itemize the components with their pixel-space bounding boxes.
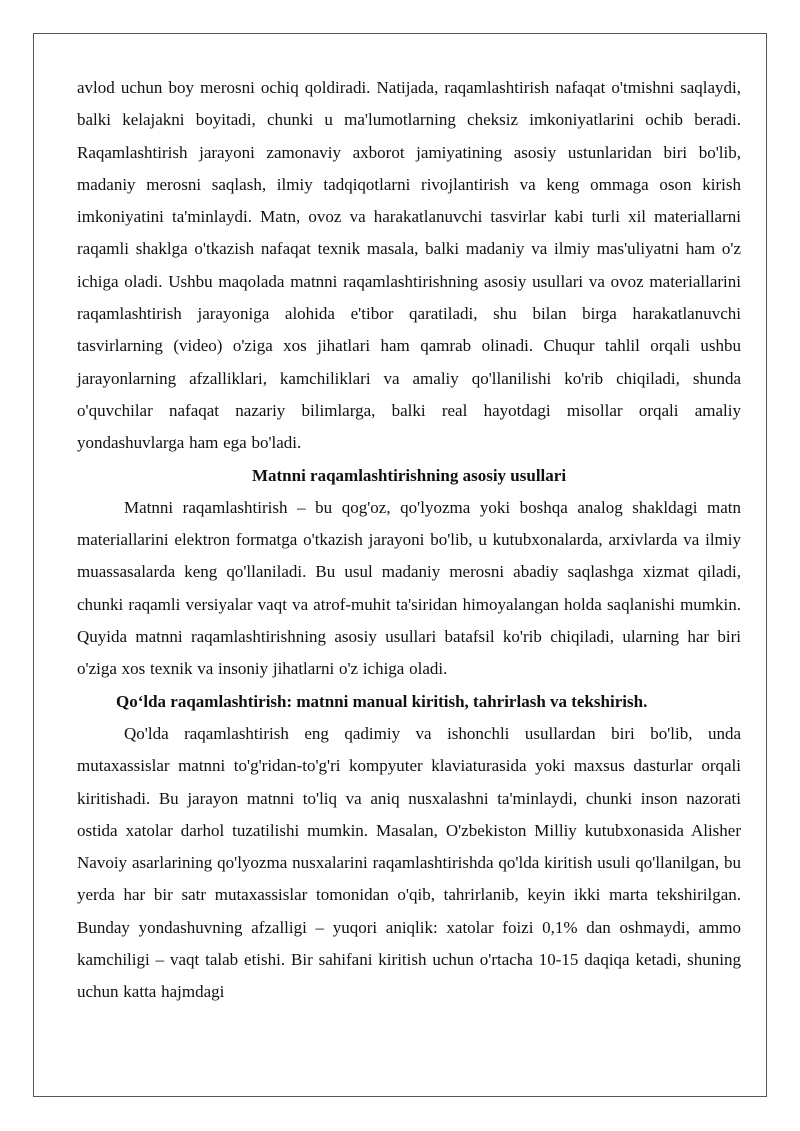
- intro-paragraph: avlod uchun boy merosni ochiq qoldiradi. Natijada, raqamlashtirish nafaqat o'tmishni saqlaydi, balki kelajakni boyitadi, chunki u ma'lumotlarning cheksiz imkoniyatlarini ochib beradi. Raqamlashtirish jarayoni zamonaviy axborot jamiyatining asosiy ustunlaridan biri bo'lib, madaniy merosni saqlash, ilmiy tadqiqotlarni rivojlantirish va keng ommaga oson kirish imkoniyatini ta'minlaydi. Matn, ovoz va harakatlanuvchi tasvirlar kabi turli xil materiallarni raqamli shaklga o'tkazish nafaqat texnik masala, balki madaniy va ilmiy mas'uliyatni ham o'z ichiga oladi. Ushbu maqolada matnni raqamlashtirishning asosiy usullari va ovoz materiallarini raqamlashtirish jarayoniga alohida e'tibor qaratiladi, shu bilan birga harakatlanuvchi tasvirlarning (video) o'ziga xos jihatlari ham qamrab olinadi. Chuqur tahlil orqali ushbu jarayonlarning afzalliklari, kamchiliklari va amaliy qo'llanilishi ko'rib chiqiladi, shunda o'quvchilar nafaqat nazariy bilimlarga, balki real hayotdagi misollar orqali amaliy yondashuvlarga ham ega bo'ladi.: [77, 78, 741, 453]
- subsection-heading: Qo‘lda raqamlashtirish: matnni manual kiritish, tahrirlash va tekshirish.: [116, 691, 648, 711]
- section-heading: Matnni raqamlashtirishning asosiy usullari: [251, 465, 567, 485]
- section-paragraph: Matnni raqamlashtirish – bu qog'oz, qo'lyozma yoki boshqa analog shakldagi matn materiallarini elektron formatga o'tkazish jarayoni bo'lib, u kutubxonalarda, arxivlarda va ilmiy muassasalarda keng qo'llaniladi. Bu usul madaniy merosni abadiy saqlashga xizmat qiladi, chunki raqamli versiyalar vaqt va atrof-muhit ta'siridan himoyalangan holda saqlanishi mumkin. Quyida matnni raqamlashtirishning asosiy usullari batafsil ko'rib chiqiladi, ularning har biri o'ziga xos texnik va insoniy jihatlarni o'z ichiga oladi.: [77, 497, 741, 679]
- document-body: [77, 72, 741, 1009]
- subsection-paragraph: Qo'lda raqamlashtirish eng qadimiy va ishonchli usullardan biri bo'lib, unda mutaxassislar matnni to'g'ridan-to'g'ri kompyuter klaviaturasida yoki maxsus dasturlar orqali kiritishadi. Bu jarayon matnni to'liq va aniq nusxalashni ta'minlaydi, chunki inson nazorati ostida xatolar darhol tuzatilishi mumkin. Masalan, O'zbekiston Milliy kutubxonasida Alisher Navoiy asarlarining qo'lyozma nusxalarini raqamlashtirishda qo'lda kiritish usuli qo'llanilgan, bu yerda har bir satr mutaxassislar tomonidan o'qib, tahrirlanib, keyin ikki marta tekshirilgan. Bunday yondashuvning afzalligi – yuqori aniqlik: xatolar foizi 0,1% dan oshmaydi, ammo kamchiligi – vaqt talab etishi. Bir sahifani kiritish uchun o'rtacha 10-15 daqiqa ketadi, shuning uchun katta hajmdagi: [77, 723, 741, 1002]
